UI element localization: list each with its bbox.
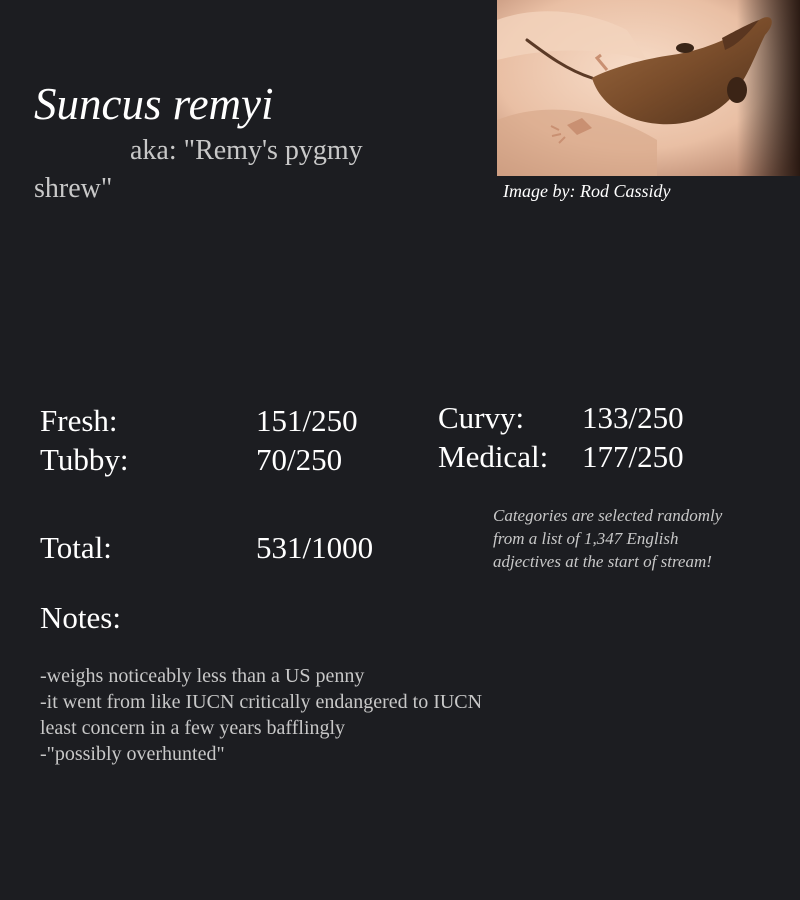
shrew-photo — [497, 0, 800, 176]
fresh-label: Fresh: — [40, 403, 118, 438]
note-item: -it went from like IUCN critically endangered to IUCN least concern in a few years bafflingly — [40, 691, 483, 739]
curvy-score: 133/250 — [582, 400, 684, 435]
medical-score: 177/250 — [582, 439, 684, 474]
common-name: aka: "Remy's pygmy shrew" — [34, 135, 363, 204]
notes-list — [40, 663, 520, 767]
notes-heading: Notes: — [40, 600, 121, 635]
tubby-label: Tubby: — [40, 442, 129, 477]
note-item: -"possibly overhunted" — [40, 743, 225, 765]
tubby-score: 70/250 — [256, 442, 343, 477]
species-title: Suncus remyi — [34, 79, 274, 129]
total-label: Total: — [40, 530, 112, 565]
medical-label: Medical: — [438, 439, 549, 474]
categories-note: Categories are selected randomly from a list of 1,347 English adjectives at the start of stream! — [493, 506, 723, 571]
shrew-illustration — [497, 0, 800, 176]
image-credit: Image by: Rod Cassidy — [503, 181, 671, 201]
fresh-score: 151/250 — [256, 403, 358, 438]
total-score: 531/1000 — [256, 530, 374, 565]
curvy-label: Curvy: — [438, 400, 525, 435]
note-item: -weighs noticeably less than a US penny — [40, 665, 365, 687]
